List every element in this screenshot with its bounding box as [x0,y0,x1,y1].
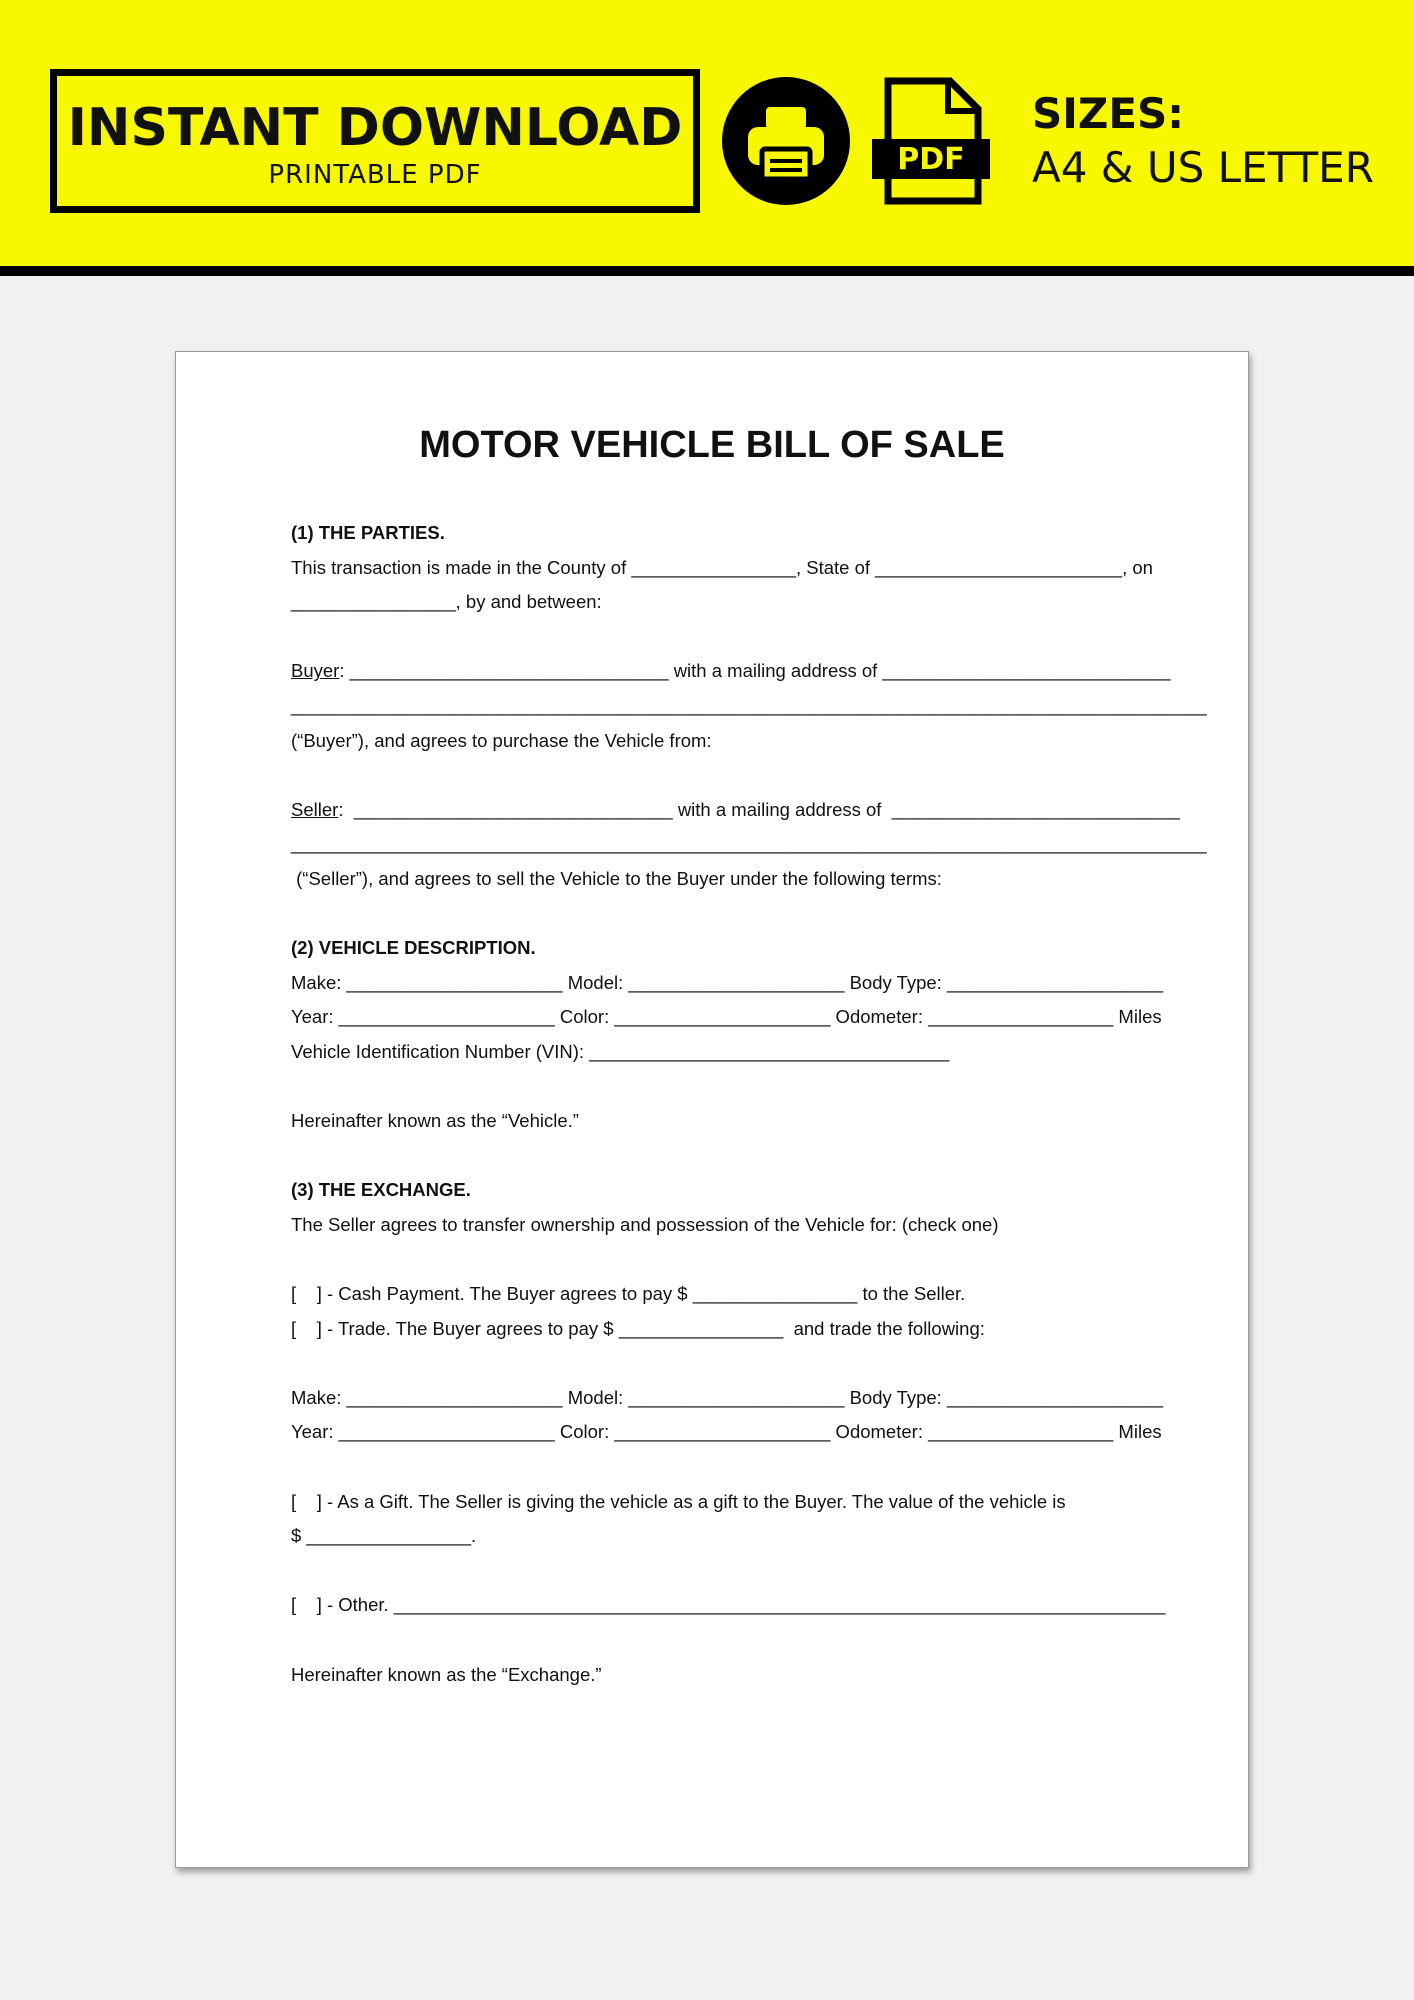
sizes-info [1032,88,1374,196]
seller-fields: : _______________________________ with a mailing address of ____________________________ [338,798,1180,820]
buyer-fields: : _______________________________ with a mailing address of ____________________________ [339,660,1171,682]
cash-option: [ ] - Cash Payment. The Buyer agrees to pay $ ________________ to the Seller. [291,1283,966,1305]
vehicle-year-row: Year: _____________________ Color: _____________________ Odometer: __________________ Miles [291,1006,1162,1028]
buyer-label: Buyer [291,660,340,682]
document-page [175,351,1249,1868]
trade-option: [ ] - Trade. The Buyer agrees to pay $ ________________ and trade the following: [291,1317,985,1339]
printer-icon [722,77,850,205]
buyer-address-line: _________________________________________________________________________________________ [291,694,1207,716]
gift-option: [ ] - As a Gift. The Seller is giving the vehicle as a gift to the Buyer. The value of the vehicle is [291,1490,1066,1512]
trade-make-row: Make: _____________________ Model: _____________________ Body Type: _____________________ [291,1386,1164,1408]
trade-year-row: Year: _____________________ Color: _____________________ Odometer: __________________ Miles [291,1421,1162,1443]
buyer-line [291,654,1171,689]
pdf-badge-label: PDF [897,142,965,177]
section-heading-vehicle: (2) VEHICLE DESCRIPTION. [291,937,536,959]
seller-label: Seller [291,798,339,820]
document-body [291,516,1207,1692]
promo-banner [0,0,1414,276]
page-title: MOTOR VEHICLE BILL OF SALE [419,424,1005,466]
section-heading-parties: (1) THE PARTIES. [291,522,445,543]
seller-close: (“Seller”), and agrees to sell the Vehicle to the Buyer under the following terms: [291,867,942,889]
vehicle-vin-row: Vehicle Identification Number (VIN): ___________________________________ [291,1040,950,1062]
download-title: INSTANT DOWNLOAD [67,98,683,158]
other-option: [ ] - Other. ___________________________________________________________________________ [291,1594,1166,1616]
sizes-value: A4 & US LETTER [1032,143,1374,192]
county-state-line: This transaction is made in the County of ________________, State of ________________________, on [291,556,1153,578]
exchange-known-as: Hereinafter known as the “Exchange.” [291,1663,602,1685]
vehicle-known-as: Hereinafter known as the “Vehicle.” [291,1110,579,1132]
download-subtitle: PRINTABLE PDF [268,160,482,190]
instant-download-box [50,69,700,213]
seller-line [291,793,1180,828]
sizes-label: SIZES: [1032,89,1185,138]
gift-value: $ ________________. [291,1525,477,1547]
seller-address-line: _________________________________________________________________________________________ [291,833,1207,855]
buyer-close: (“Buyer”), and agrees to purchase the Vehicle from: [291,729,712,751]
exchange-intro: The Seller agrees to transfer ownership and possession of the Vehicle for: (check one) [291,1213,999,1235]
section-heading-exchange: (3) THE EXCHANGE. [291,1179,471,1201]
date-line: ________________, by and between: [291,591,602,613]
vehicle-make-row: Make: _____________________ Model: _____________________ Body Type: _____________________ [291,971,1164,993]
